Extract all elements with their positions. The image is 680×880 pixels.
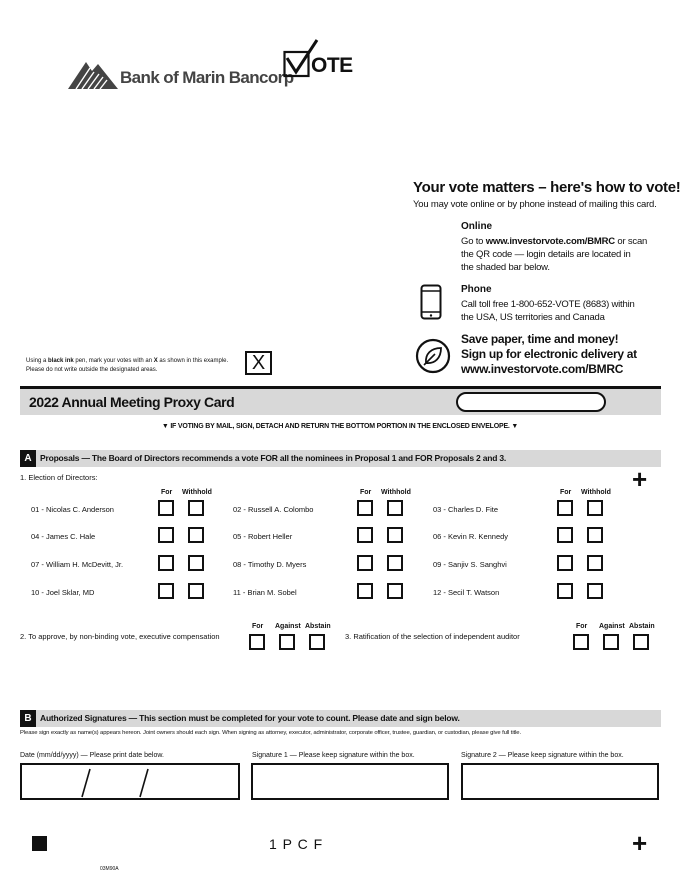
card-title: 2022 Annual Meeting Proxy Card — [29, 394, 235, 410]
registration-mark — [32, 836, 47, 851]
electronic-delivery-text — [461, 332, 637, 377]
section-b-title: Authorized Signatures — This section must be completed for your vote to count. Please date and sign below. — [40, 713, 460, 723]
p2-col-for: For — [252, 623, 264, 630]
footer-code: 1 P C F — [269, 836, 324, 852]
col-withhold-2: Withhold — [381, 489, 411, 496]
instr-mark: X — [153, 358, 158, 364]
p2-for-checkbox[interactable] — [249, 634, 265, 650]
for-checkbox[interactable] — [557, 583, 573, 599]
mouse-icon — [420, 229, 446, 259]
col-for-3: For — [560, 489, 572, 496]
nominee-label: 07 - William H. McDevitt, Jr. — [31, 560, 124, 569]
instr-line2: Please do not write outside the designated areas. — [26, 367, 158, 373]
for-checkbox[interactable] — [158, 583, 174, 599]
nominee-label: 01 - Nicolas C. Anderson — [31, 505, 114, 514]
phone-icon — [420, 284, 442, 320]
withhold-checkbox[interactable] — [387, 583, 403, 599]
withhold-checkbox[interactable] — [188, 555, 204, 571]
online-line1-suffix: or scan — [614, 236, 648, 247]
date-separator-icon — [20, 763, 240, 800]
online-text — [461, 235, 647, 274]
for-checkbox[interactable] — [557, 500, 573, 516]
p3-against-checkbox[interactable] — [603, 634, 619, 650]
online-url-link[interactable]: www.investorvote.com/BMRC — [485, 236, 615, 247]
marking-instructions — [26, 357, 228, 375]
bank-logo — [68, 58, 294, 92]
p3-col-against: Against — [599, 623, 625, 630]
nominee-label: 10 - Joel Sklar, MD — [31, 588, 95, 597]
for-checkbox[interactable] — [158, 500, 174, 516]
withhold-checkbox[interactable] — [387, 527, 403, 543]
signature-instructions: Please sign exactly as name(s) appears hereon. Joint owners should each sign. When signing as attorney, executor, administrator, corporate officer, trustee, guardian, or custodian, please give full title. — [20, 730, 521, 736]
form-id: 03M90A — [100, 866, 119, 872]
withhold-checkbox[interactable] — [387, 555, 403, 571]
instr-suffix: as shown in this example. — [157, 358, 229, 364]
nominee-label: 05 - Robert Heller — [233, 532, 293, 541]
withhold-checkbox[interactable] — [188, 583, 204, 599]
login-details-box — [456, 392, 606, 412]
footer-plus-icon: + — [632, 828, 648, 858]
withhold-checkbox[interactable] — [188, 500, 204, 516]
date-input-box[interactable] — [20, 763, 240, 800]
p2-against-checkbox[interactable] — [279, 634, 295, 650]
section-b-letter: B — [20, 710, 36, 727]
online-line2: the QR code — login details are located in — [461, 249, 631, 260]
instr-ink: black ink — [48, 358, 74, 364]
phone-line2: the USA, US territories and Canada — [461, 312, 605, 323]
instr-prefix: Using a — [26, 358, 49, 364]
date-label: Date (mm/dd/yyyy) — Please print date below. — [20, 752, 164, 759]
col-withhold-1: Withhold — [182, 489, 212, 496]
withhold-checkbox[interactable] — [587, 527, 603, 543]
phone-line1: Call toll free 1-800-652-VOTE (8683) within — [461, 299, 635, 310]
online-heading: Online — [461, 221, 493, 232]
section-a-letter: A — [20, 450, 36, 467]
nominee-label: 12 - Secil T. Watson — [433, 588, 500, 597]
nominee-label: 08 - Timothy D. Myers — [233, 560, 307, 569]
detach-notice: ▼ IF VOTING BY MAIL, SIGN, DETACH AND RETURN THE BOTTOM PORTION IN THE ENCLOSED ENVELOPE. ▼ — [161, 423, 519, 430]
proposal-3-label: 3. Ratification of the selection of independent auditor — [345, 632, 520, 641]
p2-abstain-checkbox[interactable] — [309, 634, 325, 650]
for-checkbox[interactable] — [357, 500, 373, 516]
instr-mid: pen, mark your votes with an — [73, 358, 154, 364]
for-checkbox[interactable] — [158, 555, 174, 571]
signature-1-box[interactable] — [251, 763, 449, 800]
section-a-title: Proposals — The Board of Directors recommends a vote FOR all the nominees in Proposal 1 and FOR Proposals 2 and 3. — [40, 453, 507, 463]
withhold-checkbox[interactable] — [587, 583, 603, 599]
nominee-label: 11 - Brian M. Sobel — [233, 588, 297, 597]
leaf-icon — [415, 338, 451, 374]
example-mark: X — [251, 352, 266, 374]
col-for-2: For — [360, 489, 372, 496]
vote-logo-text: OTE — [311, 54, 353, 77]
withhold-checkbox[interactable] — [587, 555, 603, 571]
electronic-line2: Sign up for electronic delivery at — [461, 347, 637, 361]
for-checkbox[interactable] — [557, 555, 573, 571]
phone-text — [461, 298, 635, 324]
p3-abstain-checkbox[interactable] — [633, 634, 649, 650]
nominee-label: 04 - James C. Hale — [31, 532, 96, 541]
electronic-line1: Save paper, time and money! — [461, 332, 619, 346]
withhold-checkbox[interactable] — [587, 500, 603, 516]
signature-2-box[interactable] — [461, 763, 659, 800]
sig1-label: Signature 1 — Please keep signature within the box. — [252, 752, 415, 759]
p2-col-against: Against — [275, 623, 301, 630]
sig2-label: Signature 2 — Please keep signature within the box. — [461, 752, 624, 759]
for-checkbox[interactable] — [357, 583, 373, 599]
plus-mark-icon: + — [632, 464, 648, 494]
proposal-2-label: 2. To approve, by non-binding vote, executive compensation — [20, 632, 220, 641]
nominee-label: 09 - Sanjiv S. Sanghvi — [433, 560, 507, 569]
for-checkbox[interactable] — [158, 527, 174, 543]
online-line3: the shaded bar below. — [461, 262, 550, 273]
col-for-1: For — [161, 489, 173, 496]
mountain-logo-icon — [68, 58, 118, 90]
vote-matters-title: Your vote matters – here's how to vote! — [413, 179, 680, 196]
nominee-label: 03 - Charles D. Fite — [433, 505, 499, 514]
p3-for-checkbox[interactable] — [573, 634, 589, 650]
col-withhold-3: Withhold — [581, 489, 611, 496]
election-label: 1. Election of Directors: — [20, 473, 98, 482]
nominee-label: 06 - Kevin R. Kennedy — [433, 532, 509, 541]
for-checkbox[interactable] — [357, 555, 373, 571]
p3-col-abstain: Abstain — [629, 623, 655, 630]
vote-logo — [283, 38, 353, 80]
company-name: Bank of Marin Bancorp — [120, 68, 294, 87]
for-checkbox[interactable] — [557, 527, 573, 543]
vote-matters-subtitle: You may vote online or by phone instead of mailing this card. — [413, 199, 657, 210]
online-line1-prefix: Go to — [461, 236, 486, 247]
withhold-checkbox[interactable] — [387, 500, 403, 516]
phone-heading: Phone — [461, 284, 492, 295]
electronic-url-link[interactable]: www.investorvote.com/BMRC — [461, 362, 624, 376]
for-checkbox[interactable] — [357, 527, 373, 543]
p3-col-for: For — [576, 623, 588, 630]
withhold-checkbox[interactable] — [188, 527, 204, 543]
p2-col-abstain: Abstain — [305, 623, 331, 630]
nominee-label: 02 - Russell A. Colombo — [233, 505, 314, 514]
example-mark-box — [245, 351, 272, 375]
